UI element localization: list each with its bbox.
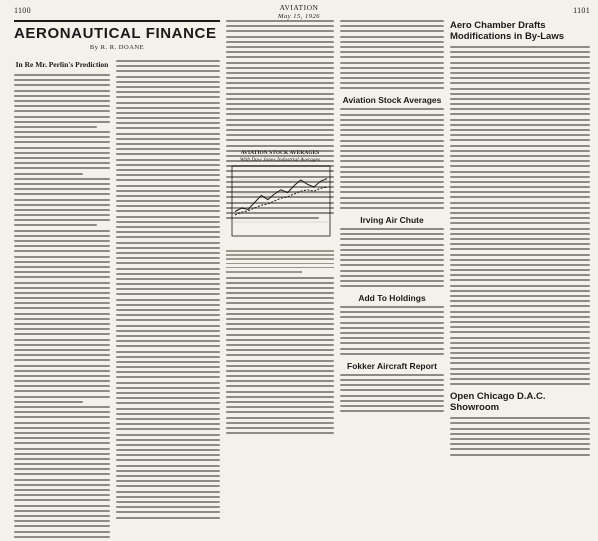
masthead-title: AVIATION [279,3,319,12]
article-title: AERONAUTICAL FINANCE [14,20,220,42]
column-5-body [450,20,590,459]
column-4b [396,20,446,420]
article-subtitle: In Re Mr. Perlin's Prediction [15,60,109,69]
heading-fokker-aircraft-report: Fokker Aircraft Report [347,360,437,371]
stock-averages-chart [226,150,334,437]
heading-aero-chamber: Aero Chamber Drafts Modifications in By-Laws [450,20,565,42]
right-page-number: 1101 [573,6,590,15]
chart-subtitle: With Dow Jones Industrial Averages [239,157,321,163]
heading-irving-air-chute: Irving Air Chute [360,215,424,225]
article-byline: By R. R. DOANE [89,44,145,51]
masthead [256,3,342,21]
column-2-body [116,60,220,522]
masthead-date: May 15, 1926 [278,13,320,20]
chart-plot [226,164,334,242]
chart-series-line-1 [235,179,327,212]
left-page-number: 1100 [14,6,31,15]
column-1-body [14,74,110,541]
heading-aviation-stock-averages: Aviation Stock Averages [342,95,442,106]
heading-open-chicago: Open Chicago D.A.C. Showroom [450,391,546,414]
chart-series-line-2 [235,187,327,215]
chart-title: AVIATION STOCK AVERAGES [240,150,320,156]
heading-add-to-holdings: Add To Holdings [358,293,426,304]
